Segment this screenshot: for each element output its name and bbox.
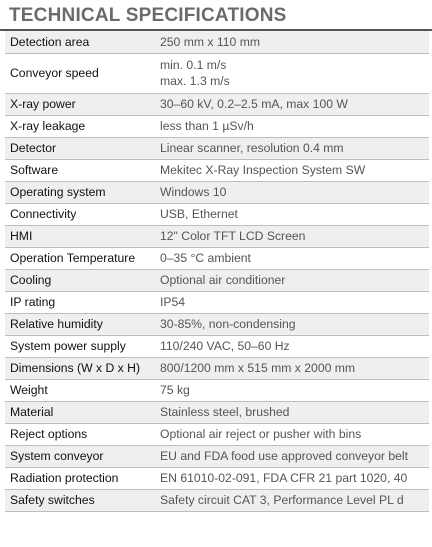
spec-value-line: 30–60 kV, 0.2–2.5 mA, max 100 W <box>160 97 348 111</box>
spec-label: System power supply <box>5 335 155 357</box>
spec-value <box>155 291 429 313</box>
spec-label: Software <box>5 159 155 181</box>
spec-value-line: 12" Color TFT LCD Screen <box>160 229 306 243</box>
spec-value-line: Stainless steel, brushed <box>160 405 290 419</box>
spec-value-line: Windows 10 <box>160 185 227 199</box>
spec-row <box>5 313 429 335</box>
spec-row <box>5 489 429 511</box>
spec-value <box>155 181 429 203</box>
spec-value <box>155 159 429 181</box>
spec-label: Detection area <box>5 31 155 53</box>
spec-row <box>5 159 429 181</box>
spec-label: Connectivity <box>5 203 155 225</box>
spec-label: Operating system <box>5 181 155 203</box>
spec-label: IP rating <box>5 291 155 313</box>
spec-value-line: Optional air reject or pusher with bins <box>160 427 362 441</box>
spec-value-line: 250 mm x 110 mm <box>160 34 261 49</box>
spec-value-line: 0–35 °C ambient <box>160 251 251 265</box>
spec-value <box>155 313 429 335</box>
page-title: TECHNICAL SPECIFICATIONS <box>0 0 432 31</box>
spec-label: X-ray leakage <box>5 115 155 137</box>
spec-label: Dimensions (W x D x H) <box>5 357 155 379</box>
spec-row <box>5 269 429 291</box>
spec-row <box>5 445 429 467</box>
spec-value-line: USB, Ethernet <box>160 207 238 221</box>
spec-value <box>155 335 429 357</box>
spec-row <box>5 53 429 93</box>
spec-row <box>5 357 429 379</box>
spec-row <box>5 467 429 489</box>
spec-row <box>5 247 429 269</box>
spec-value <box>155 203 429 225</box>
spec-label: X-ray power <box>5 93 155 115</box>
spec-value <box>155 357 429 379</box>
spec-label: HMI <box>5 225 155 247</box>
spec-label: Cooling <box>5 269 155 291</box>
spec-label: Safety switches <box>5 489 155 511</box>
spec-value <box>155 31 429 53</box>
spec-label: Material <box>5 401 155 423</box>
spec-value-line: less than 1 µSv/h <box>160 119 254 133</box>
spec-value <box>155 379 429 401</box>
spec-row <box>5 401 429 423</box>
spec-value-line: 75 kg <box>160 383 190 397</box>
spec-value <box>155 467 429 489</box>
spec-value <box>155 489 429 511</box>
spec-row <box>5 291 429 313</box>
spec-row <box>5 181 429 203</box>
spec-row <box>5 379 429 401</box>
spec-value <box>155 225 429 247</box>
spec-label: Radiation protection <box>5 467 155 489</box>
spec-value-line: 110/240 VAC, 50–60 Hz <box>160 339 290 353</box>
spec-value-line: Linear scanner, resolution 0.4 mm <box>160 141 344 155</box>
spec-value <box>155 445 429 467</box>
spec-value-line: Mekitec X-Ray Inspection System SW <box>160 163 366 177</box>
spec-row <box>5 225 429 247</box>
spec-row <box>5 31 429 53</box>
spec-label: System conveyor <box>5 445 155 467</box>
spec-value <box>155 115 429 137</box>
spec-value <box>155 269 429 291</box>
spec-row <box>5 93 429 115</box>
spec-value-line: 30-85%, non-condensing <box>160 317 296 331</box>
spec-value-line: IP54 <box>160 295 186 309</box>
spec-label: Conveyor speed <box>5 53 155 93</box>
spec-value-line: EN 61010-02-091, FDA CFR 21 part 1020, 40 <box>160 471 408 485</box>
spec-value-line: Optional air conditioner <box>160 273 286 287</box>
spec-label: Weight <box>5 379 155 401</box>
spec-value <box>155 137 429 159</box>
spec-value <box>155 401 429 423</box>
spec-row <box>5 115 429 137</box>
spec-value <box>155 93 429 115</box>
spec-table-body <box>5 31 429 511</box>
spec-label: Operation Temperature <box>5 247 155 269</box>
spec-table <box>5 31 429 512</box>
spec-row <box>5 203 429 225</box>
spec-value-line: max. 1.3 m/s <box>160 74 230 88</box>
spec-value <box>155 423 429 445</box>
spec-value <box>155 53 429 93</box>
spec-row <box>5 423 429 445</box>
spec-value-line: min. 0.1 m/s <box>160 58 227 72</box>
spec-row <box>5 137 429 159</box>
spec-row <box>5 335 429 357</box>
spec-label: Detector <box>5 137 155 159</box>
spec-label: Reject options <box>5 423 155 445</box>
spec-value-line: 800/1200 mm x 515 mm x 2000 mm <box>160 361 356 375</box>
spec-value <box>155 247 429 269</box>
spec-value-line: Safety circuit CAT 3, Performance Level PL d <box>160 493 404 507</box>
spec-label: Relative humidity <box>5 313 155 335</box>
spec-value-line: EU and FDA food use approved conveyor belt <box>160 449 408 463</box>
